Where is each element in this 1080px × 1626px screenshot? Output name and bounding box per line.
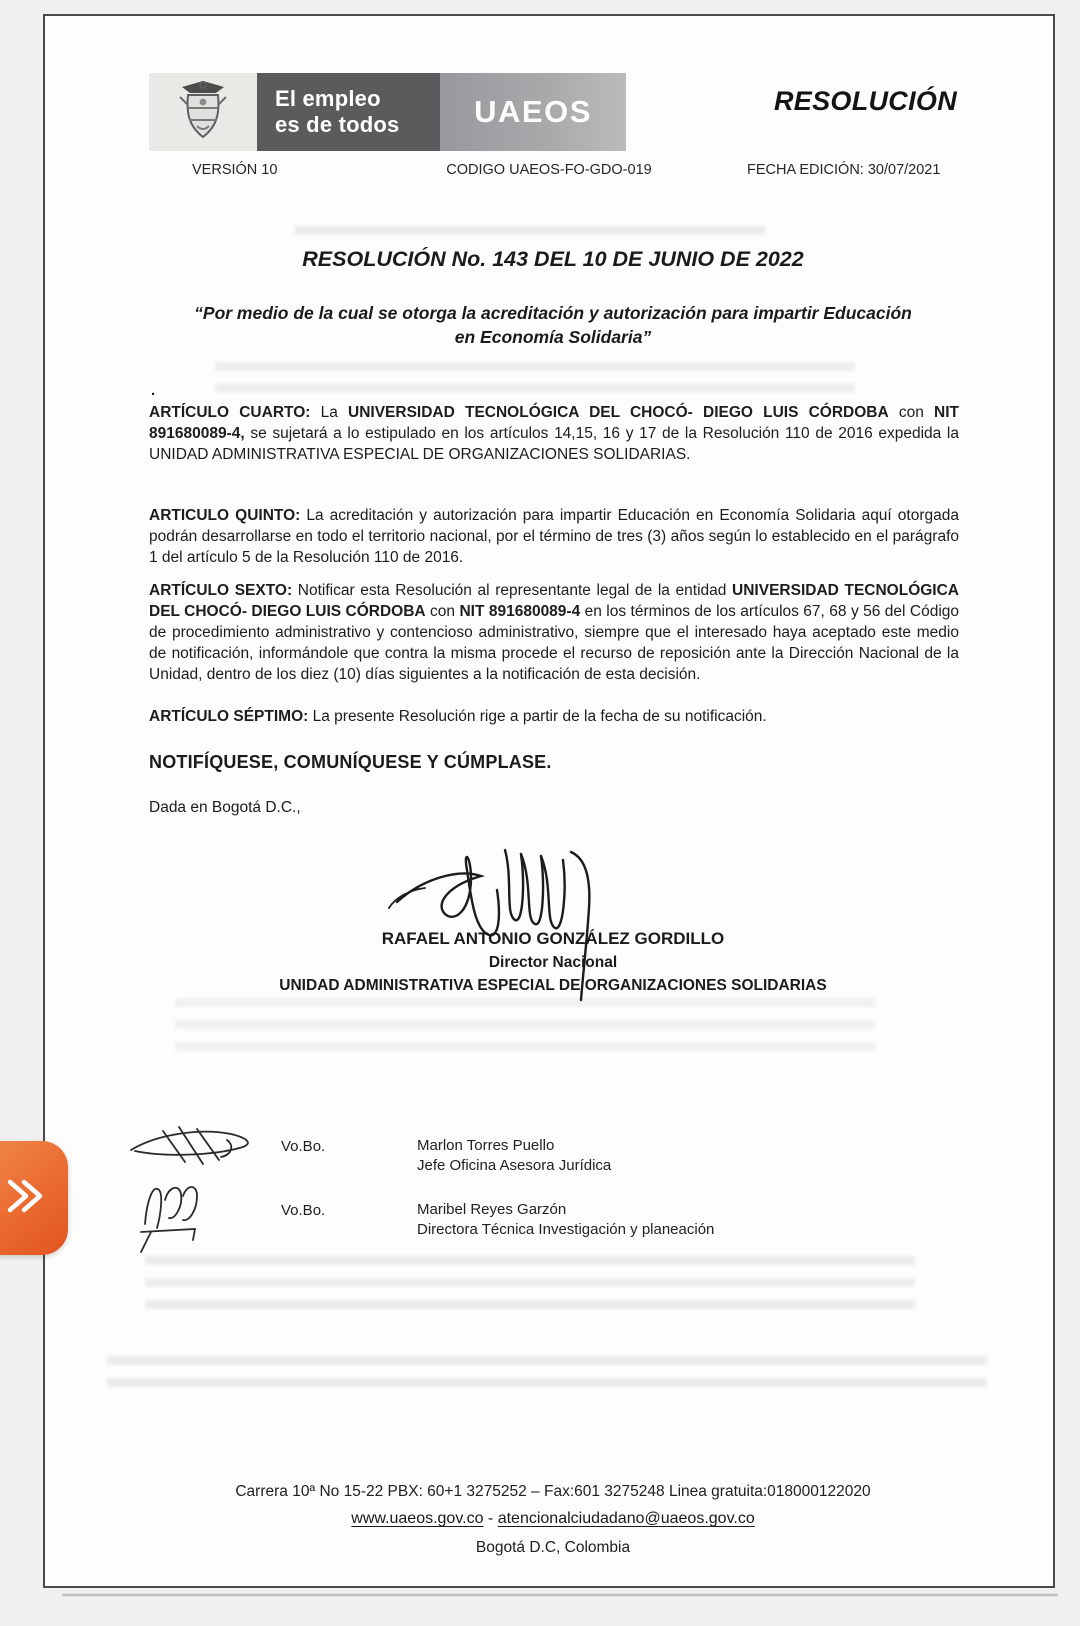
ghost-bleed-text xyxy=(215,362,855,392)
approval2-vobo-label: Vo.Bo. xyxy=(281,1202,326,1219)
approval1-vobo-label: Vo.Bo. xyxy=(281,1138,326,1155)
ghost-bleed-text xyxy=(145,1256,915,1311)
approver1-name: Marlon Torres Puello xyxy=(417,1137,555,1154)
brand-line1: El empleo xyxy=(275,86,381,111)
email-link[interactable]: atencionalciudadano@uaeos.gov.co xyxy=(497,1510,755,1527)
signatory-entity: UNIDAD ADMINISTRATIVA ESPECIAL DE ORGANIZACIONES SOLIDARIAS xyxy=(279,977,827,994)
approver2-role: Directora Técnica Investigación y planeación xyxy=(417,1221,715,1238)
form-code: CODIGO UAEOS-FO-GDO-019 xyxy=(446,162,652,178)
approver1-role: Jefe Oficina Asesora Jurídica xyxy=(417,1157,612,1174)
footer-links xyxy=(149,1510,957,1528)
footer-address: Carrera 10ª No 15-22 PBX: 60+1 3275252 – Fax:601 3275248 Linea gratuita:018000122020 xyxy=(235,1483,871,1500)
emblem-panel xyxy=(149,73,257,151)
ghost-bleed-text xyxy=(175,998,875,1060)
article-sexto: ARTÍCULO SEXTO: Notificar esta Resolución al representante legal de la entidad UNIVERSIDAD TECNOLÓGICA DEL CHOCÓ- DIEGO LUIS CÓRDOBA con NIT 891680089-4 en los términos de los artículos 67, 68 y 56 del Código de procedimiento administrativo y contencioso administrativo, siempre que el interesado haya aceptado este medio de notificación, informándole que contra la misma procede el recurso de reposición ante la Dirección Nacional de la Unidad, dentro de los diez (10) días siguientes a la notificación de esta decisión. xyxy=(149,582,960,683)
signatory-role: Director Nacional xyxy=(488,954,618,971)
header-banner xyxy=(149,73,626,151)
article-quinto: ARTICULO QUINTO: La acreditación y autorización para impartir Educación en Economía Solidaria aquí otorgada podrán desarrollarse en todo el territorio nacional, por el término de tres (3) años según lo establecido en el parágrafo 1 del artículo 5 de la Resolución 110 de 2016. xyxy=(149,507,959,566)
footer-link-separator: - xyxy=(483,1510,498,1527)
article-septimo: ARTÍCULO SÉPTIMO: La presente Resolución rige a partir de la fecha de su notificación. xyxy=(149,708,767,725)
agency-name: UAEOS xyxy=(474,94,592,129)
form-version: VERSIÓN 10 xyxy=(192,162,278,178)
closing-formula: NOTIFÍQUESE, COMUNÍQUESE Y CÚMPLASE. xyxy=(149,752,552,772)
ghost-bleed-text xyxy=(295,226,765,239)
ghost-bleed-text xyxy=(107,1356,987,1400)
resolution-subtitle: “Por medio de la cual se otorga la acreditación y autorización para impartir Educación en Economía Solidaria” xyxy=(194,303,912,347)
brand-line2: es de todos xyxy=(275,112,400,137)
signatory-name: RAFAEL ANTONIO GONZÁLEZ GORDILLO xyxy=(381,929,725,948)
footer-city: Bogotá D.C, Colombia xyxy=(475,1539,631,1556)
stray-mark: . xyxy=(151,382,156,399)
approver2-signature xyxy=(133,1174,217,1257)
form-meta-row xyxy=(45,162,1053,182)
page-bottom-shadow xyxy=(62,1594,1058,1596)
expand-panel-button[interactable] xyxy=(0,1141,68,1255)
document-type-heading: RESOLUCIÓN xyxy=(773,86,957,116)
resolution-title: RESOLUCIÓN No. 143 DEL 10 DE JUNIO DE 2022 xyxy=(302,247,804,271)
approver1-signature xyxy=(125,1120,270,1177)
article-cuarto: ARTÍCULO CUARTO: La UNIVERSIDAD TECNOLÓGICA DEL CHOCÓ- DIEGO LUIS CÓRDOBA con NIT 891680089-4, se sujetará a lo estipulado en los artículos 14,15, 16 y 17 de la Resolución 110 de 2016 expedida la UNIDAD ADMINISTRATIVA ESPECIAL DE ORGANIZACIONES SOLIDARIAS. xyxy=(149,404,959,463)
issued-at-line: Dada en Bogotá D.C., xyxy=(149,799,301,816)
colombia-coat-of-arms-icon xyxy=(172,75,234,150)
government-brand-box xyxy=(257,73,440,151)
approval2-name-role xyxy=(417,1200,714,1240)
approver2-name: Maribel Reyes Garzón xyxy=(417,1201,567,1218)
form-edition-date: FECHA EDICIÓN: 30/07/2021 xyxy=(747,162,941,178)
agency-logo xyxy=(440,73,626,151)
double-chevron-right-icon xyxy=(0,1170,50,1227)
scanned-document-page xyxy=(43,14,1055,1588)
website-link[interactable]: www.uaeos.gov.co xyxy=(351,1510,484,1527)
approval1-name-role xyxy=(417,1136,611,1176)
